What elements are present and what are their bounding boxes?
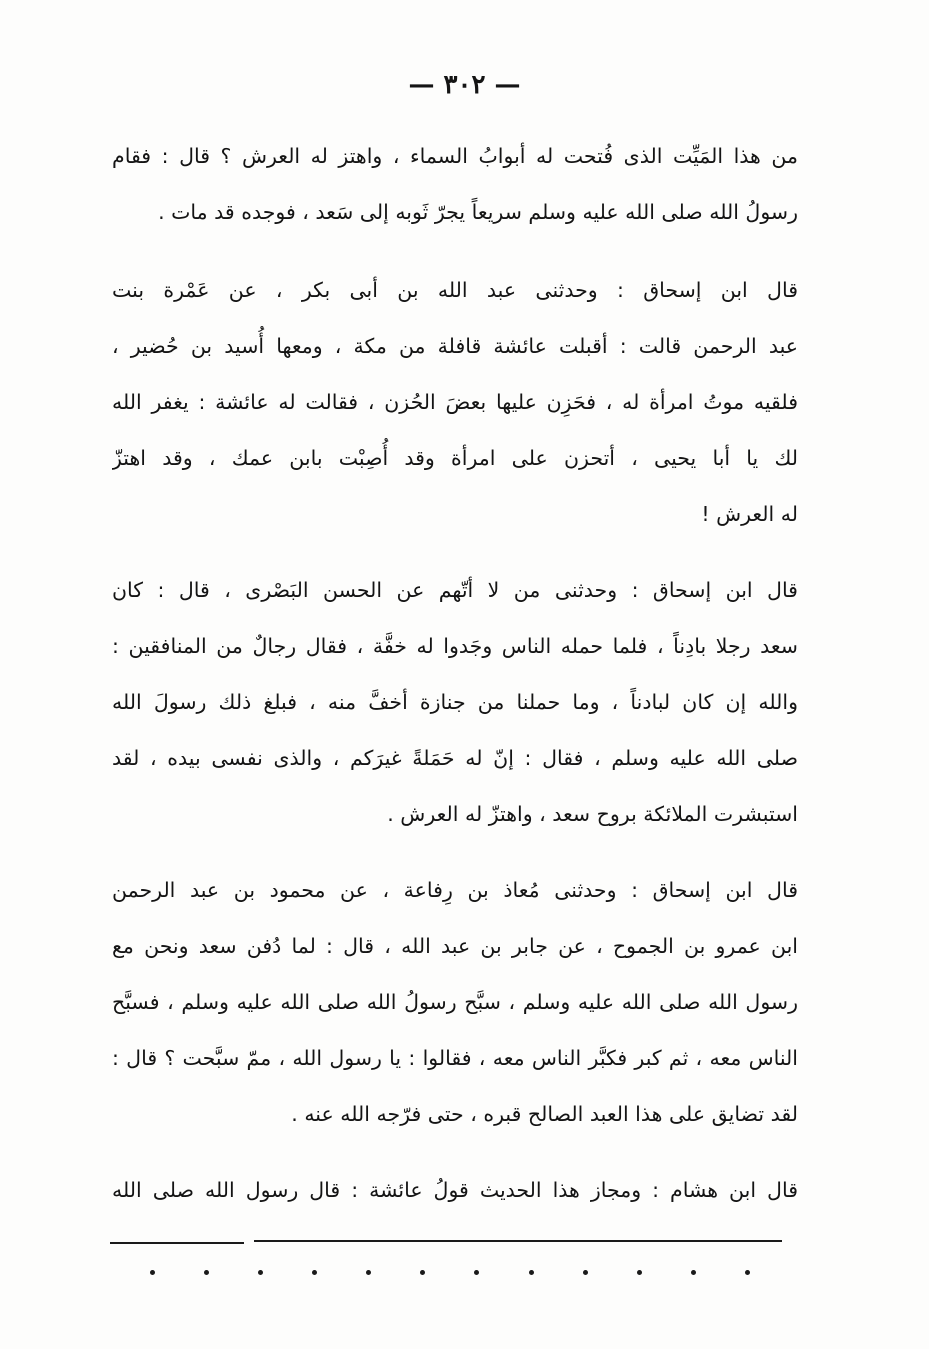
text-line: رسولُ الله صلى الله عليه وسلم سريعاً يجرّ ثَوبه إلى سَعد ، فوجده قد مات . bbox=[158, 200, 798, 224]
ornament-dot bbox=[150, 1270, 155, 1275]
text-line: الناس معه ، ثم كبر فكبَّر الناس معه ، فقالوا : يا رسول الله ، ممّ سبَّحت ؟ قال : bbox=[112, 1046, 798, 1070]
text-line: عبد الرحمن قالت : أقبلت عائشة قافلة من مكة ، ومعها أُسيد بن حُضير ، bbox=[112, 334, 798, 358]
text-line: والله إن كان لبادناً ، وما حملنا من جنازة أخفَّ منه ، فبلغ ذلك رسولَ الله bbox=[112, 690, 798, 714]
text-line: لقد تضايق على هذا العبد الصالح قبره ، حتى فرّجه الله عنه . bbox=[291, 1102, 798, 1126]
ornament-dot bbox=[637, 1270, 642, 1275]
text-line: ابن عمرو بن الجموح ، عن جابر بن عبد الله ، قال : لما دُفن سعد ونحن مع bbox=[112, 934, 798, 958]
footnote-separator-rule bbox=[254, 1240, 782, 1242]
text-line: سعد رجلا بادِناً ، فلما حمله الناس وجَدوا له خفَّة ، فقال رجالٌ من المنافقين : bbox=[112, 634, 798, 658]
paragraph-4 bbox=[112, 862, 798, 1142]
ornament-dot bbox=[204, 1270, 209, 1275]
text-line: قال ابن إسحاق : وحدثنى من لا أتّهم عن الحسن البَصْرى ، قال : كان bbox=[112, 578, 798, 602]
paragraph-3 bbox=[112, 562, 798, 842]
paragraph-5 bbox=[112, 1162, 798, 1218]
page-number: — ٣٠٢ — bbox=[408, 70, 521, 100]
text-line: صلى الله عليه وسلم ، فقال : إنّ له حَمَلةً غيرَكم ، والذى نفسى بيده ، لقد bbox=[112, 746, 798, 770]
text-line: فلقيه موتُ امرأة له ، فحَزِن عليها بعضَ الحُزن ، فقالت له عائشة : يغفر الله bbox=[112, 390, 798, 414]
text-line: قال ابن إسحاق : وحدثنى عبد الله بن أبى بكر ، عن عَمْرة بنت bbox=[112, 278, 798, 302]
ornament-dot bbox=[529, 1270, 534, 1275]
ornament-dot bbox=[312, 1270, 317, 1275]
ornament-dot bbox=[420, 1270, 425, 1275]
ornament-dot bbox=[691, 1270, 696, 1275]
ornament-dot bbox=[258, 1270, 263, 1275]
text-line: رسول الله صلى الله عليه وسلم ، سبَّح رسولُ الله صلى الله عليه وسلم ، فسبَّح bbox=[112, 990, 798, 1014]
ornament-dot bbox=[474, 1270, 479, 1275]
text-line: له العرش ! bbox=[701, 502, 798, 526]
ornament-dot bbox=[583, 1270, 588, 1275]
ornamental-dot-row bbox=[150, 1262, 750, 1282]
ornament-dot bbox=[745, 1270, 750, 1275]
footnote-separator-rule-short bbox=[110, 1242, 244, 1244]
paragraph-2 bbox=[112, 262, 798, 542]
paragraph-1 bbox=[112, 128, 798, 240]
text-line: قال ابن إسحاق : وحدثنى مُعاذ بن رِفاعة ، عن محمود بن عبد الرحمن bbox=[112, 878, 798, 902]
text-line: لك يا أبا يحيى ، أتحزن على امرأة وقد أُصِبْت بابن عمك ، وقد اهتزّ bbox=[112, 446, 798, 470]
text-line: استبشرت الملائكة بروح سعد ، واهتزّ له العرش . bbox=[387, 802, 798, 826]
ornament-dot bbox=[366, 1270, 371, 1275]
text-line: من هذا المَيِّت الذى فُتحت له أبوابُ السماء ، واهتز له العرش ؟ قال : فقام bbox=[112, 144, 798, 168]
text-line: قال ابن هشام : ومجاز هذا الحديث قولُ عائشة : قال رسول الله صلى الله bbox=[112, 1178, 798, 1202]
